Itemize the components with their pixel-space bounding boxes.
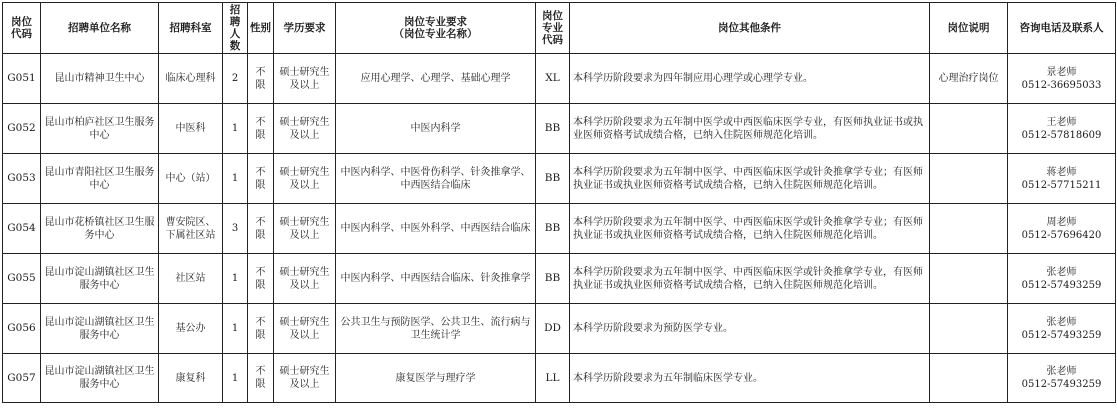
- cell-count: 2: [223, 54, 248, 104]
- cell-contact: [1008, 354, 1116, 403]
- cell-major: 中医内科学、中医外科学、中西医结合临床: [336, 204, 536, 254]
- cell-other: 本科学历阶段要求为四年制应用心理学或心理学专业。: [570, 54, 930, 104]
- header-other: 岗位其他条件: [570, 3, 930, 54]
- header-unit: 招聘单位名称: [41, 3, 159, 54]
- header-code: 岗位 代码: [3, 3, 41, 54]
- cell-gender: 不限: [248, 304, 274, 354]
- cell-unit: 昆山市淀山湖镇社区卫生服务中心: [41, 304, 159, 354]
- header-desc: 岗位说明: [930, 3, 1008, 54]
- cell-major: 康复医学与理疗学: [336, 354, 536, 403]
- header-gender: 性别: [248, 3, 274, 54]
- cell-major: 公共卫生与预防医学、公共卫生、流行病与卫生统计学: [336, 304, 536, 354]
- table-row: [3, 204, 1116, 254]
- cell-major: 应用心理学、心理学、基础心理学: [336, 54, 536, 104]
- cell-education: 硕士研究生及以上: [274, 204, 336, 254]
- cell-gender: 不限: [248, 104, 274, 154]
- cell-contact: [1008, 254, 1116, 304]
- contact-phone: 0512-57818609: [1021, 129, 1102, 141]
- cell-major-code: BB: [536, 104, 570, 154]
- cell-count: 1: [223, 104, 248, 154]
- header-dept: 招聘科室: [159, 3, 223, 54]
- cell-count: 1: [223, 304, 248, 354]
- cell-gender: 不限: [248, 54, 274, 104]
- contact-name: 张老师: [1046, 266, 1077, 278]
- contact-phone: 0512-57493259: [1021, 379, 1102, 390]
- cell-unit: 昆山市淀山湖镇社区卫生服务中心: [41, 254, 159, 304]
- cell-other: 本科学历阶段要求为预防医学专业。: [570, 304, 930, 354]
- cell-dept: 中心（站）: [159, 154, 223, 204]
- cell-gender: 不限: [248, 354, 274, 403]
- cell-major-code: BB: [536, 204, 570, 254]
- cell-other: 本科学历阶段要求为五年制中医学、中西医临床医学或针灸推拿学专业；有医师执业证书或执业医师资格考试成绩合格，已纳入住院医师规范化培训。: [570, 154, 930, 204]
- contact-phone: 0512-57493259: [1021, 329, 1102, 341]
- cell-major-code: BB: [536, 254, 570, 304]
- cell-code: G053: [3, 154, 41, 204]
- cell-other: 本科学历阶段要求为五年制中医学或中西医临床医学专业，有医师执业证书或执业医师资格考试成绩合格，已纳入住院医师规范化培训。: [570, 104, 930, 154]
- cell-desc: [930, 154, 1008, 204]
- cell-education: 硕士研究生及以上: [274, 254, 336, 304]
- cell-gender: 不限: [248, 204, 274, 254]
- cell-code: G056: [3, 304, 41, 354]
- contact-phone: 0512-57493259: [1021, 279, 1102, 291]
- table-row: [3, 54, 1116, 104]
- cell-gender: 不限: [248, 154, 274, 204]
- contact-name: 王老师: [1046, 116, 1077, 128]
- cell-contact: [1008, 154, 1116, 204]
- cell-contact: [1008, 304, 1116, 354]
- cell-dept: 曹安院区、下属社区站: [159, 204, 223, 254]
- cell-education: 硕士研究生及以上: [274, 104, 336, 154]
- cell-desc: [930, 254, 1008, 304]
- cell-count: 1: [223, 354, 248, 403]
- contact-name: 周老师: [1046, 216, 1077, 228]
- cell-count: 1: [223, 154, 248, 204]
- cell-dept: 中医科: [159, 104, 223, 154]
- recruitment-table: [2, 2, 1116, 403]
- cell-education: 硕士研究生及以上: [274, 304, 336, 354]
- header-major-code: 岗位 专业 代码: [536, 3, 570, 54]
- cell-desc: [930, 204, 1008, 254]
- cell-gender: 不限: [248, 254, 274, 304]
- header-row: [3, 3, 1116, 54]
- contact-phone: 0512-57715211: [1021, 179, 1102, 191]
- cell-unit: 昆山市花桥镇社区卫生服务中心: [41, 204, 159, 254]
- cell-major-code: DD: [536, 304, 570, 354]
- cell-dept: 社区站: [159, 254, 223, 304]
- contact-name: 张老师: [1046, 316, 1077, 328]
- contact-name: 张老师: [1046, 366, 1077, 377]
- cell-unit: 昆山市青阳社区卫生服务中心: [41, 154, 159, 204]
- contact-phone: 0512-36695033: [1021, 79, 1102, 91]
- cell-education: 硕士研究生及以上: [274, 354, 336, 403]
- cell-count: 3: [223, 204, 248, 254]
- cell-other: 本科学历阶段要求为五年制中医学、中西医临床医学或针灸推拿学专业，有医师执业证书或执业医师资格考试成绩合格，已纳入住院医师规范化培训。: [570, 254, 930, 304]
- cell-contact: [1008, 54, 1116, 104]
- cell-dept: 基公办: [159, 304, 223, 354]
- cell-code: G057: [3, 354, 41, 403]
- cell-major-code: XL: [536, 54, 570, 104]
- cell-desc: 心理治疗岗位: [930, 54, 1008, 104]
- header-count: 招聘 人数: [223, 3, 248, 54]
- cell-count: 1: [223, 254, 248, 304]
- header-education: 学历要求: [274, 3, 336, 54]
- cell-code: G051: [3, 54, 41, 104]
- header-major: 岗位专业要求 （岗位专业名称）: [336, 3, 536, 54]
- cell-desc: [930, 304, 1008, 354]
- cell-education: 硕士研究生及以上: [274, 154, 336, 204]
- table-row: [3, 354, 1116, 403]
- table-row: [3, 304, 1116, 354]
- cell-code: G052: [3, 104, 41, 154]
- cell-major-code: LL: [536, 354, 570, 403]
- cell-contact: [1008, 204, 1116, 254]
- cell-contact: [1008, 104, 1116, 154]
- cell-other: 本科学历阶段要求为五年制中医学、中西医临床医学或针灸推拿学专业；有医师执业证书或执业医师资格考试成绩合格，已纳入住院医师规范化培训。: [570, 204, 930, 254]
- cell-major: 中医内科学、中西医结合临床、针灸推拿学: [336, 254, 536, 304]
- contact-phone: 0512-57696420: [1021, 229, 1102, 241]
- cell-unit: 昆山市柏庐社区卫生服务中心: [41, 104, 159, 154]
- cell-dept: 临床心理科: [159, 54, 223, 104]
- cell-major: 中医内科学: [336, 104, 536, 154]
- table-row: [3, 254, 1116, 304]
- cell-code: G054: [3, 204, 41, 254]
- cell-dept: 康复科: [159, 354, 223, 403]
- cell-other: 本科学历阶段要求为五年制临床医学专业。: [570, 354, 930, 403]
- cell-major-code: BB: [536, 154, 570, 204]
- table-row: [3, 104, 1116, 154]
- cell-unit: 昆山市淀山湖镇社区卫生服务中心: [41, 354, 159, 403]
- contact-name: 蒋老师: [1046, 166, 1077, 178]
- header-contact: 咨询电话及联系人: [1008, 3, 1116, 54]
- contact-name: 景老师: [1046, 66, 1077, 78]
- cell-education: 硕士研究生及以上: [274, 54, 336, 104]
- cell-code: G055: [3, 254, 41, 304]
- cell-desc: [930, 104, 1008, 154]
- table-row: [3, 154, 1116, 204]
- cell-unit: 昆山市精神卫生中心: [41, 54, 159, 104]
- cell-desc: [930, 354, 1008, 403]
- cell-major: 中医内科学、中医骨伤科学、针灸推拿学、中西医结合临床: [336, 154, 536, 204]
